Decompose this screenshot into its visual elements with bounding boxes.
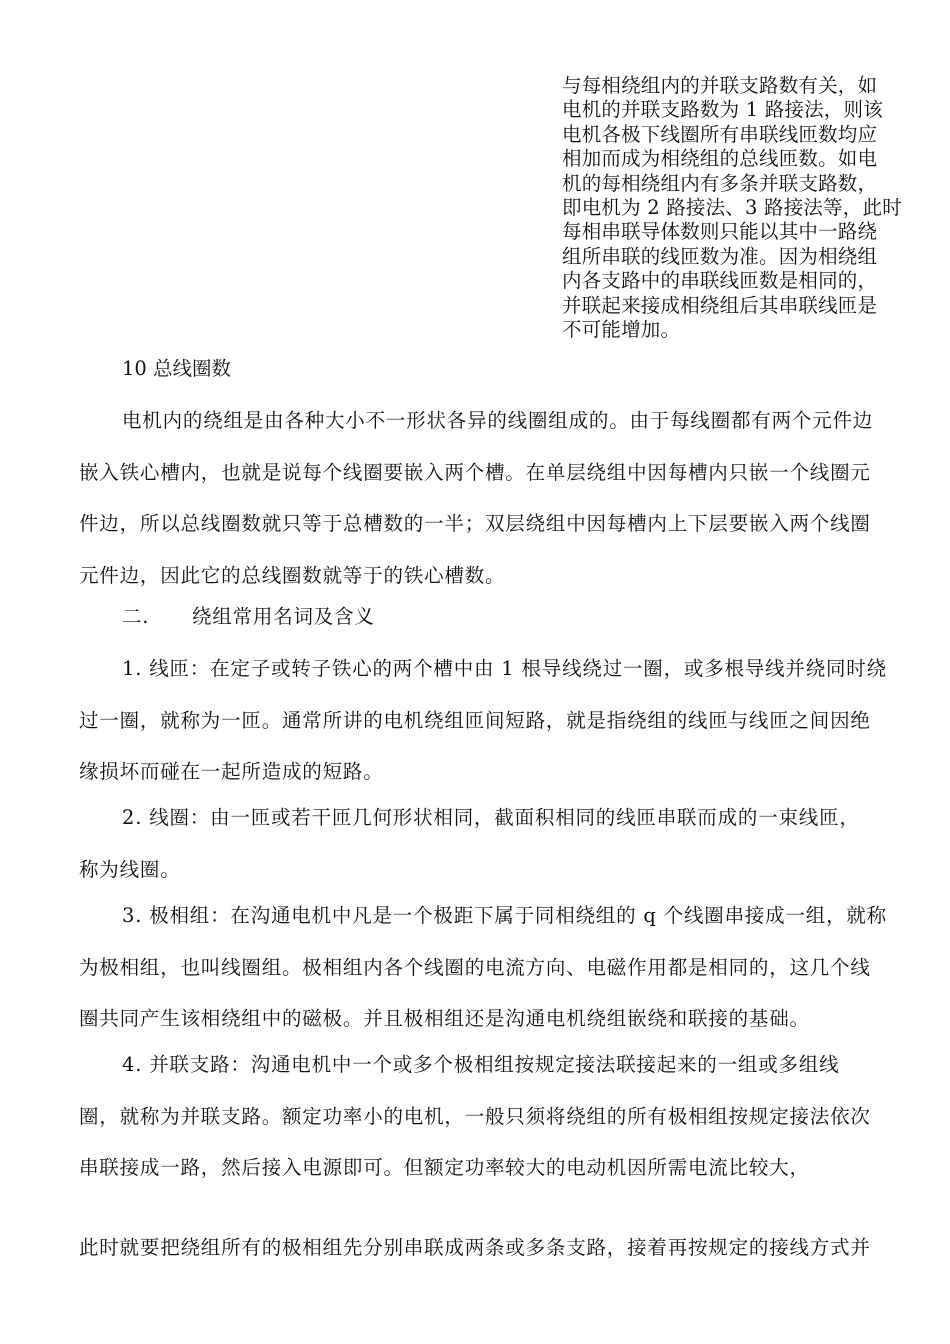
side-column-paragraph xyxy=(562,74,922,342)
definition-item-3 xyxy=(79,890,919,1045)
paragraph-line: 2. 线圈：由一匝或若干匝几何形状相同，截面积相同的线匝串联而成的一束线匝， xyxy=(122,806,860,829)
definition-item-4 xyxy=(79,1039,919,1194)
definition-item-1 xyxy=(79,643,919,798)
paragraph-line: 元件边，因此它的总线圈数就等于的铁心槽数。 xyxy=(79,563,506,587)
paragraph-line: 3. 极相组：在沟通电机中凡是一个极距下属于同相绕组的 q 个线圈串接成一组，就称 xyxy=(122,904,887,927)
paragraph-line: 圈共同产生该相绕组中的磁极。并且极相组还是沟通电机绕组嵌绕和联接的基础。 xyxy=(79,1007,810,1030)
side-line: 内各支路中的串联线匝数是相同的， xyxy=(562,269,878,293)
paragraph-line: 为极相组，也叫线圈组。极相组内各个线圈的电流方向、电磁作用都是相同的，这几个线 xyxy=(79,955,871,979)
paragraph-line: 缘损坏而碰在一起所造成的短路。 xyxy=(79,760,384,783)
paragraph-line: 电机内的绕组是由各种大小不一形状各异的线圈组成的。由于每线圈都有两个元件边 xyxy=(122,409,874,432)
side-line: 电机的并联支路数为 1 路接法，则该 xyxy=(562,98,883,122)
side-line: 不可能增加。 xyxy=(562,318,681,342)
paragraph-line: 1. 线匝：在定子或转子铁心的两个槽中由 1 根导线绕过一圈，或多根导线并绕同时绕 xyxy=(122,657,887,680)
section-10-paragraph xyxy=(79,395,919,601)
side-line: 每相串联导体数则只能以其中一路绕 xyxy=(562,220,878,244)
paragraph-line: 此时就要把绕组所有的极相组先分别串联成两条或多条支路，接着再按规定的接线方式并 xyxy=(79,1236,871,1259)
side-line: 与每相绕组内的并联支路数有关，如 xyxy=(562,74,878,97)
side-line: 并联起来接成相绕组后其串联线匝是 xyxy=(562,293,878,317)
side-line: 组所串联的线匝数为准。因为相绕组 xyxy=(562,244,878,268)
paragraph-line: 称为线圈。 xyxy=(79,857,181,881)
side-line: 相加而成为相绕组的总线匝数。如电 xyxy=(562,147,878,171)
side-line: 即电机为 2 路接法、3 路接法等，此时 xyxy=(562,196,902,220)
section-2-title: 绕组常用名词及含义 xyxy=(192,605,375,628)
section-10-heading: 10 总线圈数 xyxy=(122,357,232,380)
section-2-heading xyxy=(122,591,950,643)
side-line: 电机各极下线圈所有串联线匝数均应 xyxy=(562,122,878,146)
continuation-paragraph xyxy=(79,1222,919,1274)
paragraph-line: 件边，所以总线圈数就只等于总槽数的一半；双层绕组中因每槽内上下层要嵌入两个线圈 xyxy=(79,512,871,535)
paragraph-line: 嵌入铁心槽内，也就是说每个线圈要嵌入两个槽。在单层绕组中因每槽内只嵌一个线圈元 xyxy=(79,460,871,484)
paragraph-line: 4. 并联支路：沟通电机中一个或多个极相组按规定接法联接起来的一组或多组线 xyxy=(122,1053,840,1076)
section-2-number: 二. xyxy=(122,605,150,628)
paragraph-line: 过一圈，就称为一匝。通常所讲的电机绕组匝间短路，就是指绕组的线匝与线匝之间因绝 xyxy=(79,708,871,732)
side-line: 机的每相绕组内有多条并联支路数， xyxy=(562,171,878,195)
definition-item-2 xyxy=(79,792,919,895)
paragraph-line: 串联接成一路，然后接入电源即可。但额定功率较大的电动机因所需电流比较大， xyxy=(79,1156,810,1179)
paragraph-line: 圈，就称为并联支路。额定功率小的电机，一般只须将绕组的所有极相组按规定接法依次 xyxy=(79,1104,871,1128)
